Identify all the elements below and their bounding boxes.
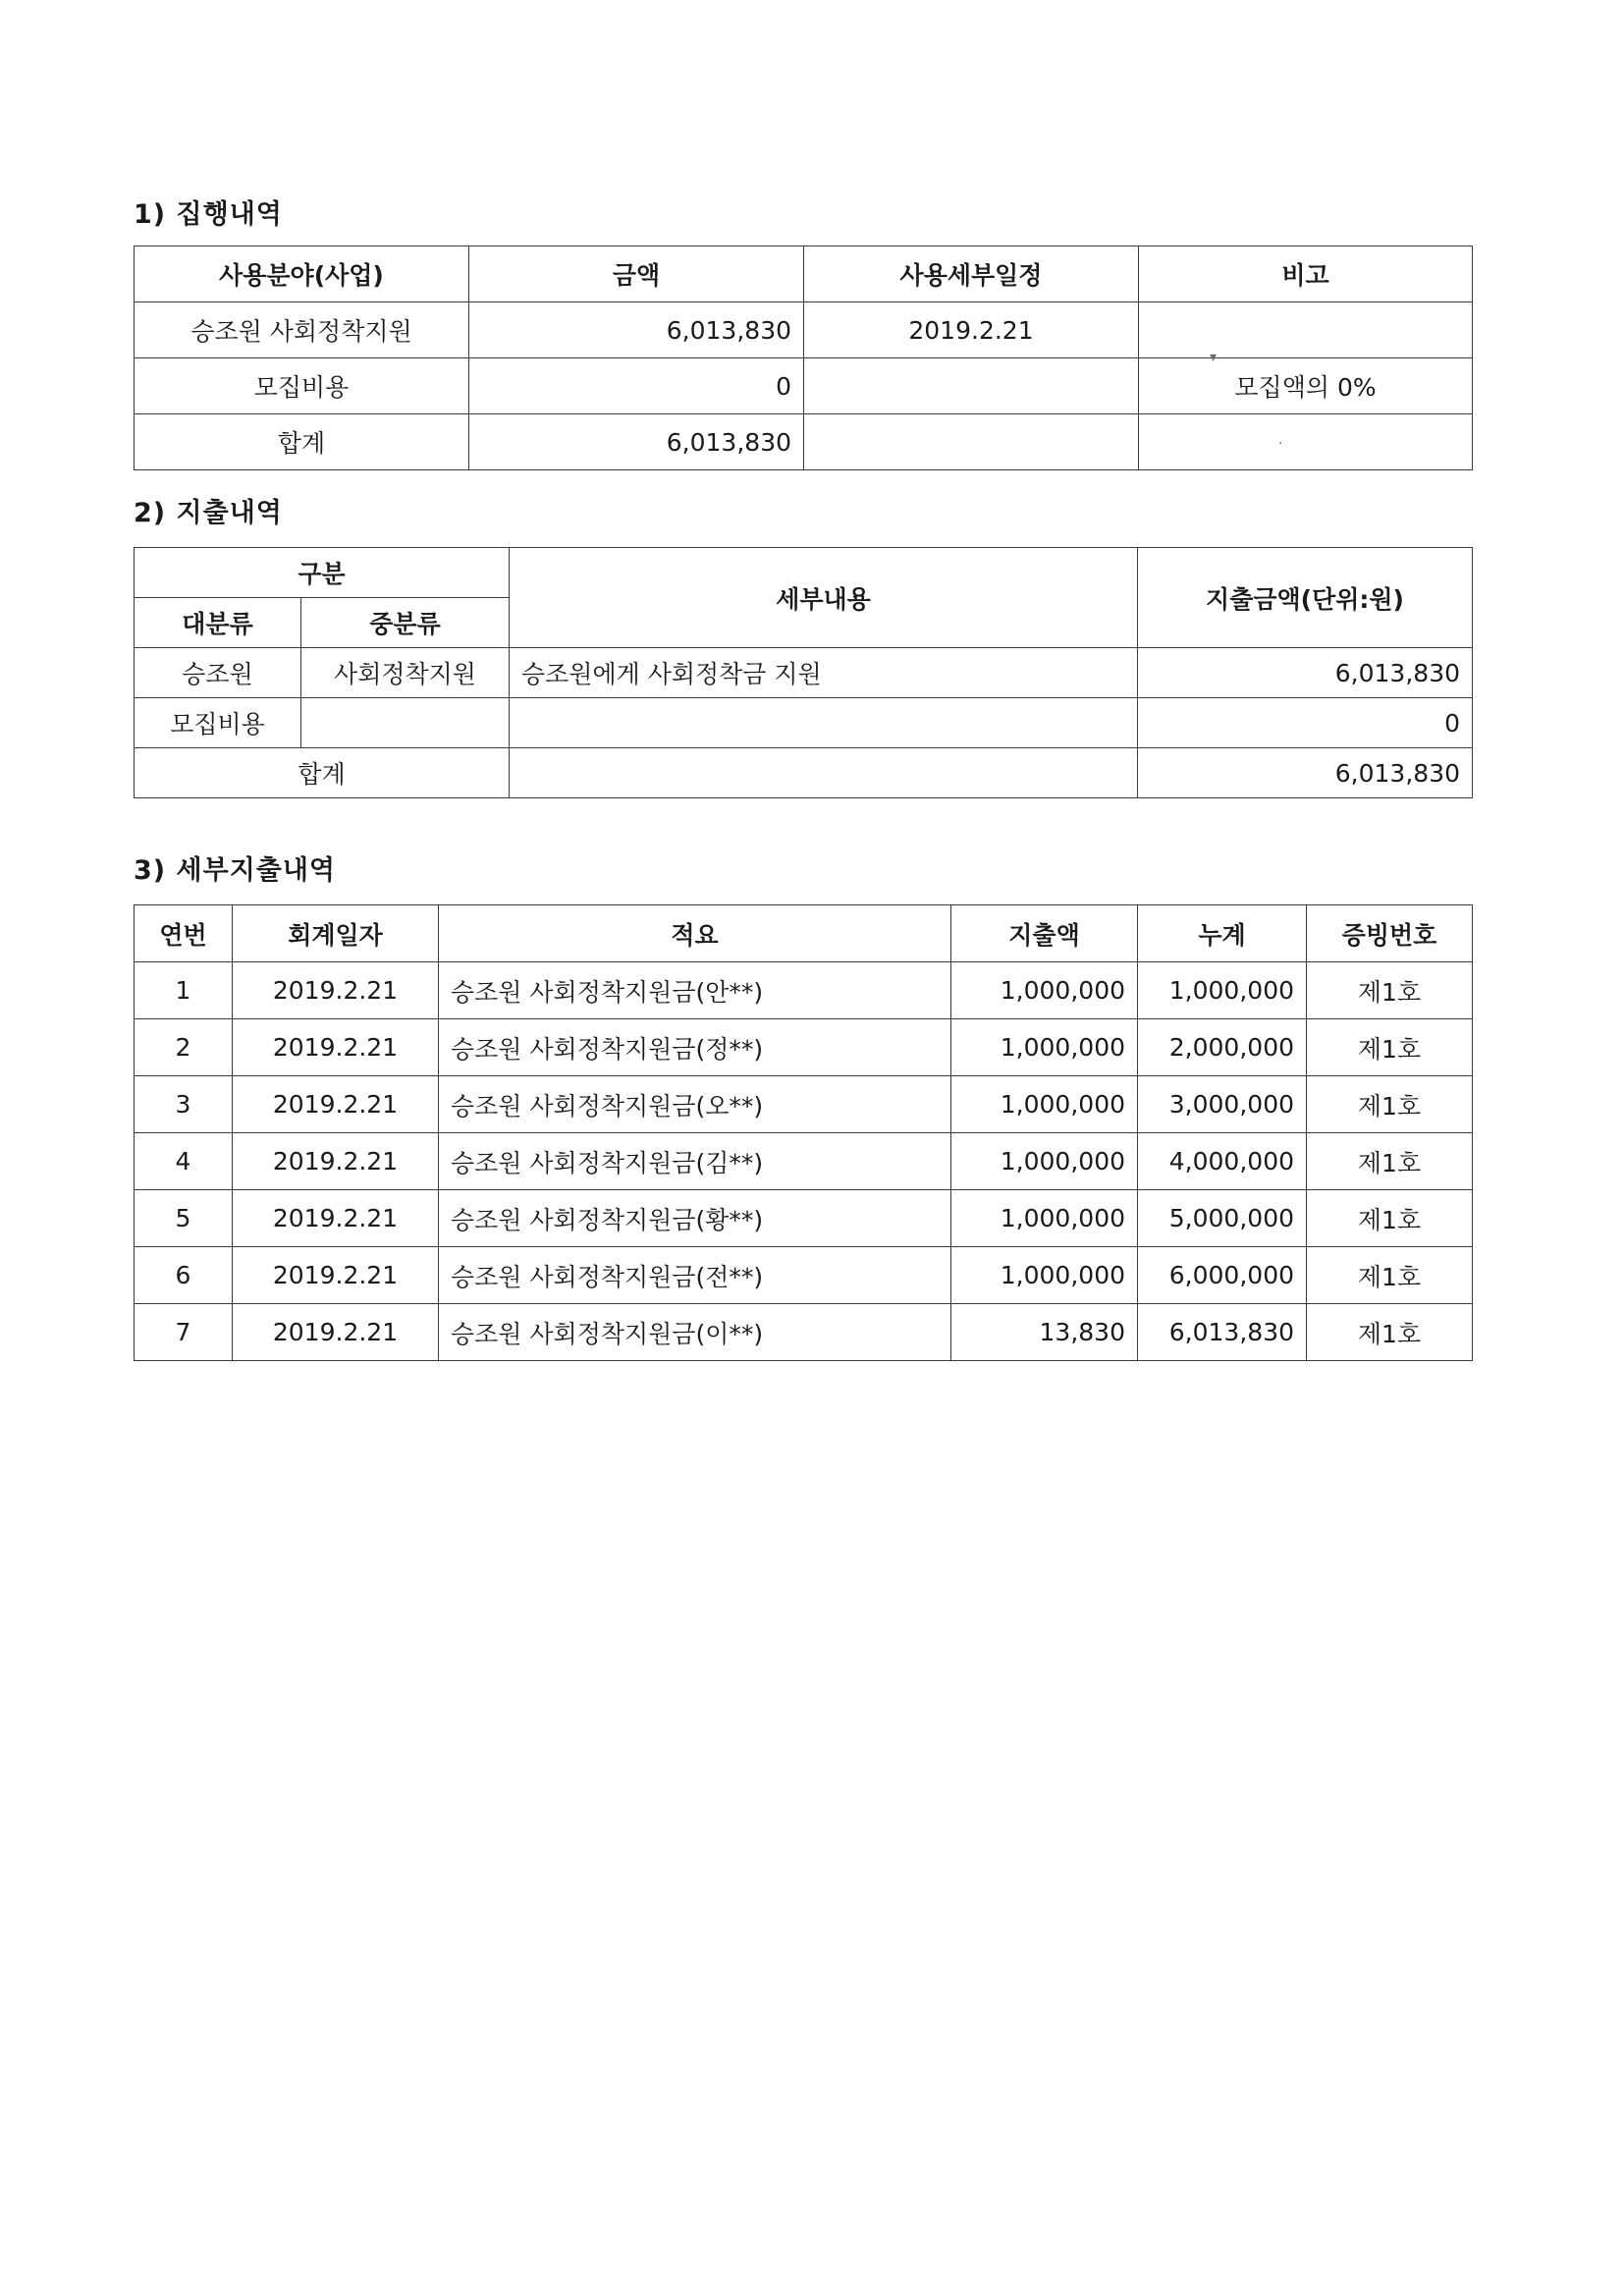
cell-description: 승조원 사회정착지원금(이**) <box>439 1304 951 1361</box>
header-note: 비고 <box>1139 246 1473 302</box>
cell-usage-field: 모집비용 <box>135 358 469 414</box>
cell-major-category: 승조원 <box>135 648 301 698</box>
cell-description: 승조원 사회정착지원금(오**) <box>439 1076 951 1133</box>
cell-accounting-date: 2019.2.21 <box>233 1247 439 1304</box>
cell-description: 승조원 사회정착지원금(전**) <box>439 1247 951 1304</box>
scan-speck: ▾ <box>1210 350 1218 365</box>
cell-description: 승조원 사회정착지원금(정**) <box>439 1019 951 1076</box>
cell-serial-no: 2 <box>135 1019 233 1076</box>
section-2-title: 2) 지출내역 <box>134 498 283 528</box>
execution-table <box>134 246 1473 470</box>
cell-note: 모집액의 0% <box>1139 358 1473 414</box>
cell-accounting-date: 2019.2.21 <box>233 1019 439 1076</box>
cell-serial-no: 7 <box>135 1304 233 1361</box>
cell-expense: 1,000,000 <box>951 1019 1138 1076</box>
header-category-group: 구분 <box>135 548 510 598</box>
cell-total-amount: 6,013,830 <box>469 414 804 470</box>
cell-accounting-date: 2019.2.21 <box>233 962 439 1019</box>
cell-detail: 승조원에게 사회정착금 지원 <box>510 648 1138 698</box>
cell-schedule: 2019.2.21 <box>804 302 1139 358</box>
header-usage-field: 사용분야(사업) <box>135 246 469 302</box>
table-row <box>135 1247 1473 1304</box>
cell-accounting-date: 2019.2.21 <box>233 1190 439 1247</box>
cell-cumulative: 2,000,000 <box>1138 1019 1307 1076</box>
cell-total-label: 합계 <box>135 414 469 470</box>
table-row <box>135 1190 1473 1247</box>
header-schedule: 사용세부일정 <box>804 246 1139 302</box>
cell-amount: 0 <box>469 358 804 414</box>
cell-minor-category <box>301 698 510 748</box>
cell-evidence-no: 제1호 <box>1307 1190 1473 1247</box>
cell-detail <box>510 748 1138 798</box>
expenditure-table <box>134 547 1473 798</box>
cell-schedule <box>804 414 1139 470</box>
table-header-row <box>135 246 1473 302</box>
cell-schedule <box>804 358 1139 414</box>
section-3-title: 3) 세부지출내역 <box>134 855 337 886</box>
table-row <box>135 358 1473 414</box>
cell-cumulative: 6,000,000 <box>1138 1247 1307 1304</box>
cell-expense: 1,000,000 <box>951 1247 1138 1304</box>
cell-evidence-no: 제1호 <box>1307 1133 1473 1190</box>
cell-evidence-no: 제1호 <box>1307 1076 1473 1133</box>
cell-detail <box>510 698 1138 748</box>
cell-amount: 6,013,830 <box>469 302 804 358</box>
cell-cumulative: 1,000,000 <box>1138 962 1307 1019</box>
section-1-title: 1) 집행내역 <box>134 199 283 230</box>
cell-evidence-no: 제1호 <box>1307 1304 1473 1361</box>
cell-accounting-date: 2019.2.21 <box>233 1304 439 1361</box>
cell-description: 승조원 사회정착지원금(황**) <box>439 1190 951 1247</box>
cell-total-amount: 6,013,830 <box>1138 748 1473 798</box>
header-expense-amount: 지출금액(단위:원) <box>1138 548 1473 648</box>
cell-note <box>1139 302 1473 358</box>
header-expense: 지출액 <box>951 905 1138 962</box>
cell-minor-category: 사회정착지원 <box>301 648 510 698</box>
header-detail: 세부내용 <box>510 548 1138 648</box>
header-evidence-no: 증빙번호 <box>1307 905 1473 962</box>
cell-evidence-no: 제1호 <box>1307 1247 1473 1304</box>
table-row <box>135 1133 1473 1190</box>
cell-expense: 1,000,000 <box>951 1076 1138 1133</box>
header-accounting-date: 회계일자 <box>233 905 439 962</box>
cell-expense: 1,000,000 <box>951 962 1138 1019</box>
table-row <box>135 648 1473 698</box>
detailed-expenditure-table <box>134 904 1473 1361</box>
cell-accounting-date: 2019.2.21 <box>233 1133 439 1190</box>
cell-cumulative: 3,000,000 <box>1138 1076 1307 1133</box>
cell-expense: 1,000,000 <box>951 1190 1138 1247</box>
cell-serial-no: 5 <box>135 1190 233 1247</box>
header-description: 적요 <box>439 905 951 962</box>
cell-expense: 1,000,000 <box>951 1133 1138 1190</box>
cell-serial-no: 4 <box>135 1133 233 1190</box>
header-serial-no: 연번 <box>135 905 233 962</box>
cell-expense: 13,830 <box>951 1304 1138 1361</box>
cell-serial-no: 1 <box>135 962 233 1019</box>
cell-accounting-date: 2019.2.21 <box>233 1076 439 1133</box>
cell-major-category: 모집비용 <box>135 698 301 748</box>
cell-cumulative: 6,013,830 <box>1138 1304 1307 1361</box>
table-total-row <box>135 414 1473 470</box>
cell-usage-field: 승조원 사회정착지원 <box>135 302 469 358</box>
table-header-row <box>135 548 1473 598</box>
cell-description: 승조원 사회정착지원금(김**) <box>439 1133 951 1190</box>
cell-note <box>1139 414 1473 470</box>
table-row <box>135 302 1473 358</box>
cell-evidence-no: 제1호 <box>1307 1019 1473 1076</box>
header-amount: 금액 <box>469 246 804 302</box>
cell-expense-amount: 6,013,830 <box>1138 648 1473 698</box>
cell-expense-amount: 0 <box>1138 698 1473 748</box>
cell-total-label: 합계 <box>135 748 510 798</box>
cell-serial-no: 6 <box>135 1247 233 1304</box>
table-row <box>135 1304 1473 1361</box>
table-header-row <box>135 905 1473 962</box>
header-cumulative: 누계 <box>1138 905 1307 962</box>
table-total-row <box>135 748 1473 798</box>
cell-cumulative: 4,000,000 <box>1138 1133 1307 1190</box>
cell-cumulative: 5,000,000 <box>1138 1190 1307 1247</box>
table-row <box>135 1019 1473 1076</box>
scan-speck: · <box>1278 436 1283 452</box>
table-row <box>135 698 1473 748</box>
cell-serial-no: 3 <box>135 1076 233 1133</box>
header-minor-category: 중분류 <box>301 598 510 648</box>
cell-description: 승조원 사회정착지원금(안**) <box>439 962 951 1019</box>
header-major-category: 대분류 <box>135 598 301 648</box>
table-row <box>135 962 1473 1019</box>
cell-evidence-no: 제1호 <box>1307 962 1473 1019</box>
table-row <box>135 1076 1473 1133</box>
